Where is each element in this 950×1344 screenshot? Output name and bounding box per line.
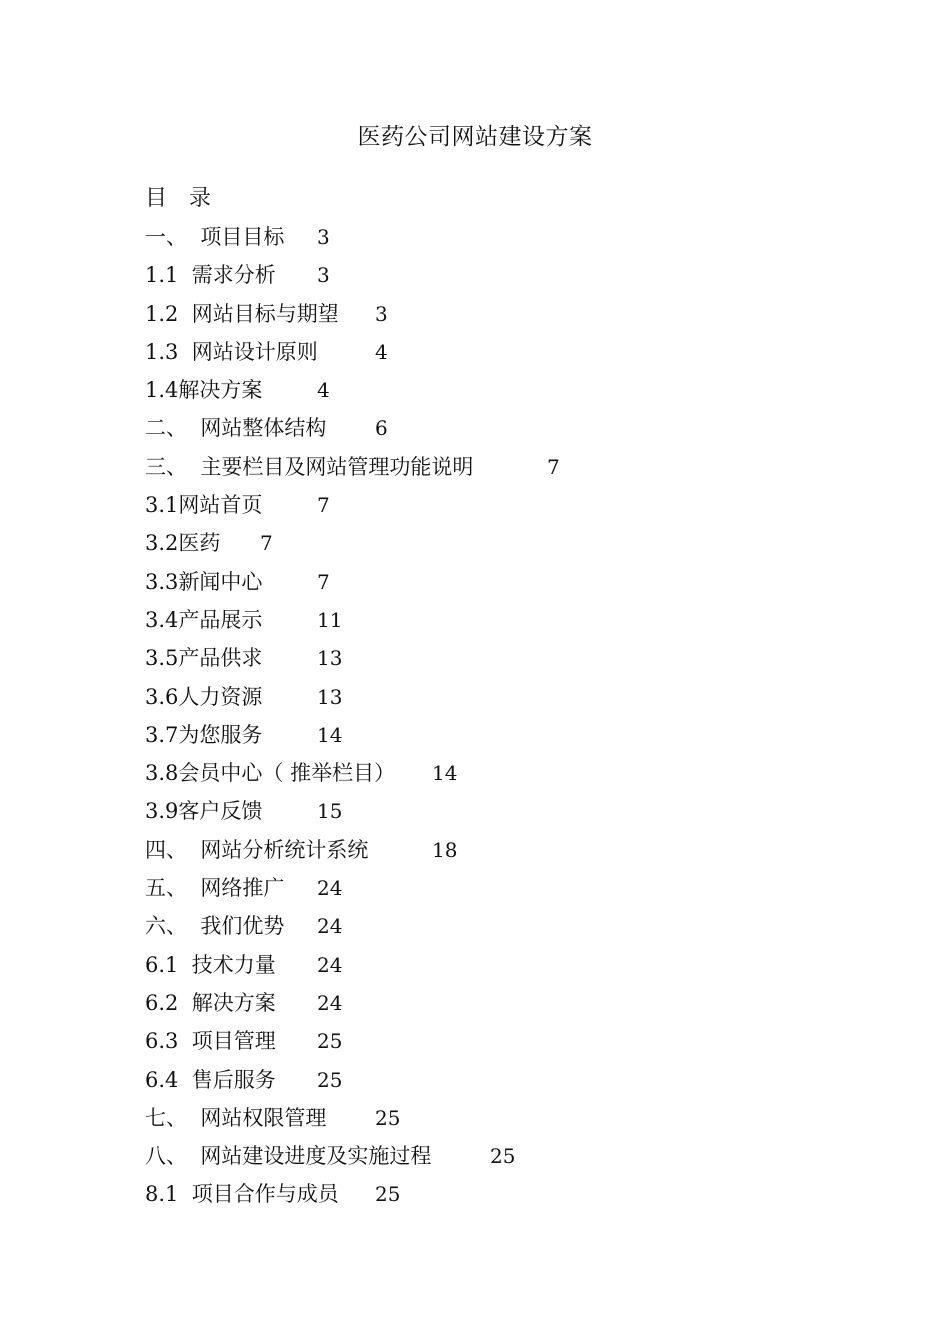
toc-entry-page-number: 3	[375, 301, 388, 326]
toc-entry[interactable]	[145, 218, 845, 256]
toc-entry-page-number: 24	[317, 914, 343, 939]
toc-entry-page-number: 3	[317, 225, 330, 249]
toc-entry[interactable]	[145, 333, 845, 371]
toc-entry-page-number: 25	[317, 1067, 343, 1092]
toc-entry-text: 6.4 售后服务	[145, 1067, 276, 1092]
toc-entry-page-number: 7	[317, 569, 330, 594]
toc-entry-text: 1.3 网站设计原则	[145, 339, 318, 364]
toc-entry-text: 8.1 项目合作与成员	[145, 1182, 339, 1207]
toc-entry-text: 三、 主要栏目及网站管理功能说明	[145, 454, 474, 479]
toc-entry[interactable]	[145, 1137, 845, 1175]
toc-entry[interactable]	[145, 448, 845, 486]
toc-entry[interactable]	[145, 1099, 845, 1137]
toc-entry-text: 3.9客户反馈	[145, 799, 263, 824]
toc-entry[interactable]	[145, 409, 845, 447]
toc-entry[interactable]	[145, 563, 845, 601]
toc-entry-page-number: 24	[317, 876, 343, 901]
toc-entry[interactable]	[145, 1175, 845, 1213]
toc-entry[interactable]	[145, 524, 845, 562]
table-of-contents	[145, 218, 845, 1214]
toc-entry-text: 1.4解决方案	[145, 378, 263, 403]
toc-entry-page-number: 24	[317, 990, 343, 1015]
toc-entry-text: 3.3新闻中心	[145, 569, 263, 594]
toc-entry[interactable]	[145, 601, 845, 639]
toc-entry-page-number: 6	[375, 416, 388, 441]
toc-entry-text: 四、 网站分析统计系统	[145, 837, 369, 862]
toc-entry-text: 6.3 项目管理	[145, 1029, 276, 1054]
toc-entry-page-number: 24	[317, 952, 343, 977]
toc-entry[interactable]	[145, 946, 845, 984]
toc-entry[interactable]	[145, 1022, 845, 1060]
toc-entry[interactable]	[145, 869, 845, 907]
toc-entry[interactable]	[145, 907, 845, 945]
toc-entry-page-number: 7	[317, 493, 330, 518]
toc-entry[interactable]	[145, 716, 845, 754]
toc-entry[interactable]	[145, 984, 845, 1022]
toc-entry-page-number: 14	[317, 722, 343, 747]
toc-entry-text: 1.1 需求分析	[145, 263, 276, 288]
toc-entry-text: 3.5产品供求	[145, 646, 263, 671]
toc-entry-page-number: 3	[317, 263, 330, 288]
page-title: 医药公司网站建设方案	[357, 124, 593, 150]
toc-entry[interactable]	[145, 831, 845, 869]
toc-entry-page-number: 25	[490, 1144, 516, 1169]
toc-entry-page-number: 7	[260, 531, 273, 556]
toc-entry-page-number: 13	[317, 684, 343, 709]
toc-entry[interactable]	[145, 486, 845, 524]
toc-entry-text: 3.7为您服务	[145, 722, 263, 747]
toc-entry-page-number: 13	[317, 646, 343, 671]
toc-entry-page-number: 11	[317, 607, 343, 632]
toc-entry-text: 六、 我们优势	[145, 914, 285, 939]
toc-entry-text: 二、 网站整体结构	[145, 416, 327, 441]
toc-entry-text: 3.2医药	[145, 531, 221, 556]
toc-entry-page-number: 25	[375, 1105, 401, 1130]
toc-entry-page-number: 7	[547, 454, 560, 479]
toc-entry[interactable]	[145, 371, 845, 409]
toc-entry-page-number: 25	[375, 1182, 401, 1207]
toc-entry-page-number: 4	[317, 378, 330, 403]
toc-entry-page-number: 14	[432, 761, 458, 786]
toc-entry[interactable]	[145, 256, 845, 294]
toc-entry[interactable]	[145, 639, 845, 677]
toc-heading: 目 录	[145, 186, 212, 211]
toc-entry-text: 6.2 解决方案	[145, 990, 276, 1015]
toc-entry-text: 八、 网站建设进度及实施过程	[145, 1144, 432, 1169]
toc-entry-text: 3.6人力资源	[145, 684, 263, 709]
toc-entry-text: 1.2 网站目标与期望	[145, 301, 339, 326]
toc-entry[interactable]	[145, 792, 845, 830]
toc-entry-text: 6.1 技术力量	[145, 952, 276, 977]
toc-entry-page-number: 15	[317, 799, 343, 824]
toc-entry-page-number: 18	[432, 837, 458, 862]
toc-entry-text: 3.4产品展示	[145, 607, 263, 632]
toc-entry-text: 五、 网络推广	[145, 876, 285, 901]
toc-entry[interactable]	[145, 754, 845, 792]
toc-entry-text: 一、 项目目标	[145, 225, 285, 249]
toc-entry-page-number: 4	[375, 339, 388, 364]
toc-entry-text: 七、 网站权限管理	[145, 1105, 327, 1130]
toc-entry[interactable]	[145, 678, 845, 716]
toc-entry[interactable]	[145, 1061, 845, 1099]
toc-entry-page-number: 25	[317, 1029, 343, 1054]
toc-entry-text: 3.1网站首页	[145, 493, 263, 518]
toc-entry[interactable]	[145, 295, 845, 333]
toc-entry-text: 3.8会员中心（ 推举栏目）	[145, 761, 396, 786]
